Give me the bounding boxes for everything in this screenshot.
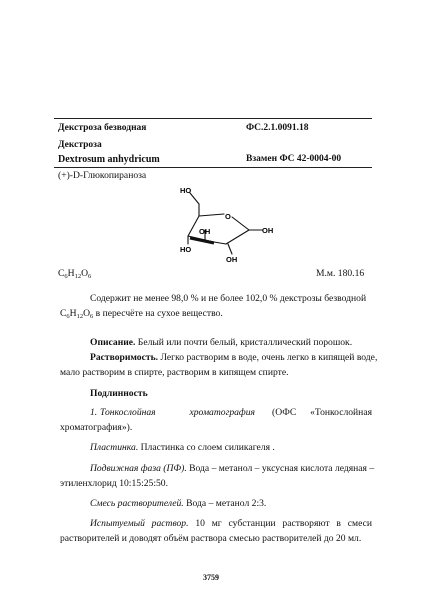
label-ho-top: HO: [180, 186, 192, 195]
tlc-label: Тонкослойная хроматография: [100, 407, 255, 418]
mobile-phase-line-2: этиленхлорид 10:15:25:50.: [60, 478, 168, 489]
tlc-number: 1.: [90, 407, 98, 418]
label-oh-mid: OH: [199, 227, 211, 236]
page-number: 3759: [203, 573, 219, 582]
plate: Пластинка. Пластинка со слоем силикагеля .: [90, 442, 275, 453]
tlc-reference: (ОФС «Тонкослойная: [272, 407, 372, 418]
replaces-note: Взамен ФС 42-0004-00: [246, 154, 342, 164]
molecular-weight: М.м. 180.16: [316, 268, 365, 279]
description: Описание. Белый или почти белый, кристаллический порошок.: [90, 337, 353, 348]
molecular-formula: $C_6H_{12}O_6$: [58, 268, 92, 280]
synonym: Декстроза: [58, 140, 102, 150]
chemical-name: (+)-D-Глюкопираноза: [58, 170, 147, 181]
doc-number: ФС.2.1.0091.18: [246, 123, 309, 133]
label-ho-left: HO: [180, 245, 192, 254]
title-latin: Dextrosum anhydricum: [58, 154, 160, 165]
label-oh-right: OH: [262, 226, 274, 235]
identity-heading: Подлинность: [90, 388, 148, 399]
content-line-2: $C_6H_{12}O_6$ в пересчёте на сухое вещество.: [60, 308, 223, 320]
test-solution-line-2: растворителей и доводят объём раствора смесью растворителей до 20 мл.: [60, 533, 362, 544]
label-ring-o: O: [225, 212, 231, 221]
tlc-reference-cont: хроматография»).: [60, 422, 133, 433]
structure-bonds: [188, 193, 262, 254]
content-line-1: Содержит не менее 98,0 % и не более 102,0 % декстрозы безводной: [90, 293, 367, 304]
label-oh-bottom: OH: [226, 255, 238, 264]
solubility-line-2: мало растворим в спирте, растворим в кипящем спирте.: [60, 367, 289, 378]
test-solution-line-1: Испытуемый раствор. 10 мг субстанции растворяют в смеси: [90, 518, 372, 529]
title-ru: Декстроза безводная: [58, 123, 147, 133]
solvent-mixture: Смесь растворителей. Вода – метанол 2:3.: [90, 498, 267, 509]
mobile-phase-line-1: Подвижная фаза (ПФ). Вода – метанол – уксусная кислота ледяная –: [90, 463, 375, 474]
solubility-line-1: Растворимость. Легко растворим в воде, очень легко в кипящей воде,: [90, 352, 378, 363]
